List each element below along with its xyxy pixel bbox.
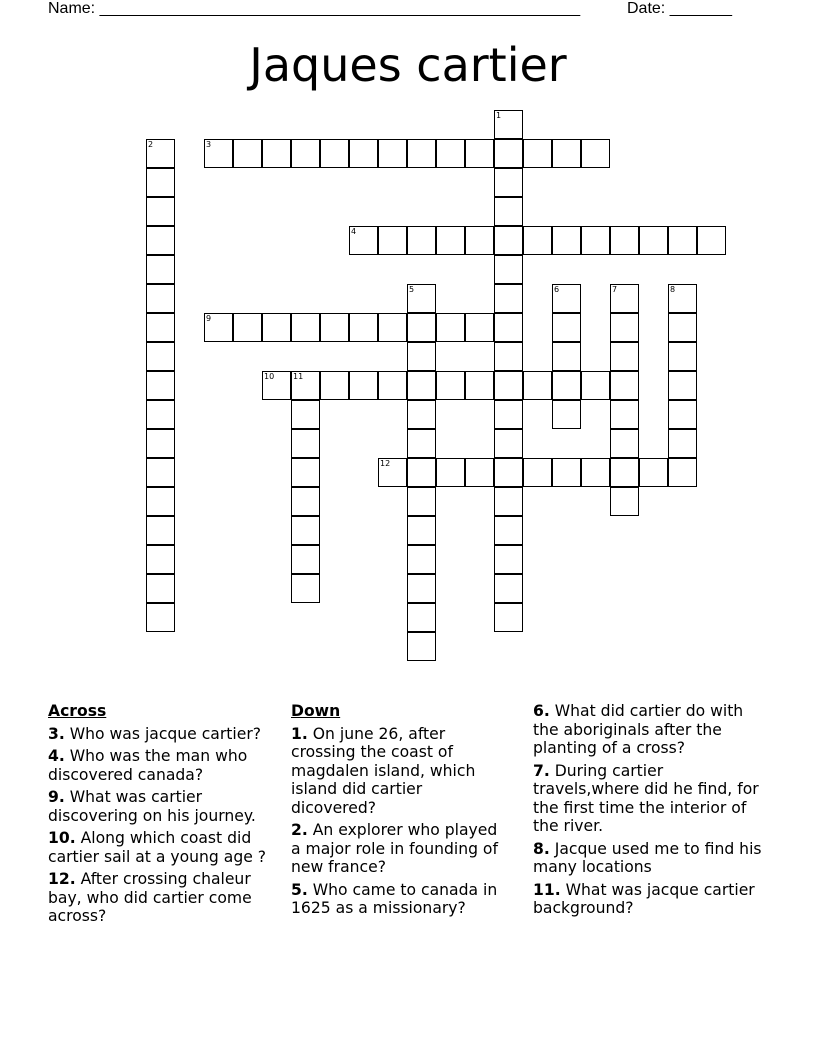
- grid-cell[interactable]: [146, 516, 175, 545]
- clue-number-label: 10: [264, 372, 275, 381]
- clue-text: What was jacque cartier background?: [533, 880, 755, 917]
- grid-cell[interactable]: [407, 487, 436, 516]
- clue-text: On june 26, after crossing the coast of magdalen island, which island did cartier dicovered?: [291, 724, 476, 817]
- clue-number-label: 3: [206, 140, 212, 149]
- date-label: Date: _______: [627, 0, 732, 17]
- grid-cell[interactable]: [349, 313, 378, 342]
- grid-cell[interactable]: [407, 342, 436, 371]
- clue-number-label: 5: [409, 285, 415, 294]
- grid-cell[interactable]: [146, 400, 175, 429]
- grid-cell[interactable]: [668, 400, 697, 429]
- clue-number-label: 2: [148, 140, 154, 149]
- grid-cell[interactable]: [465, 139, 494, 168]
- grid-cell[interactable]: [494, 400, 523, 429]
- grid-cell[interactable]: [465, 458, 494, 487]
- clue-number: 7.: [533, 761, 550, 780]
- grid-cell[interactable]: [291, 429, 320, 458]
- down-clue: [533, 702, 765, 758]
- name-label: Name: ______________________________________________________: [48, 0, 581, 17]
- across-clue: [48, 870, 280, 926]
- grid-cell[interactable]: [291, 458, 320, 487]
- grid-cell[interactable]: [494, 545, 523, 574]
- grid-cell[interactable]: [146, 255, 175, 284]
- grid-cell[interactable]: [494, 516, 523, 545]
- across-clue: [48, 747, 280, 784]
- grid-cell[interactable]: [610, 487, 639, 516]
- clue-number-label: 4: [351, 227, 357, 236]
- clue-text: Who was jacque cartier?: [69, 724, 262, 743]
- grid-cell[interactable]: [494, 313, 523, 342]
- grid-cell[interactable]: [494, 487, 523, 516]
- clue-number-label: 6: [554, 285, 560, 294]
- clue-number: 11.: [533, 880, 561, 899]
- clue-number: 8.: [533, 839, 550, 858]
- grid-cell[interactable]: [465, 226, 494, 255]
- grid-cell[interactable]: [552, 313, 581, 342]
- grid-cell[interactable]: [146, 545, 175, 574]
- grid-cell[interactable]: [146, 197, 175, 226]
- grid-cell[interactable]: [552, 139, 581, 168]
- down-clues-continued: [533, 702, 765, 922]
- grid-cell[interactable]: [291, 139, 320, 168]
- grid-cell[interactable]: [494, 371, 523, 400]
- grid-cell[interactable]: [146, 284, 175, 313]
- grid-cell[interactable]: [378, 139, 407, 168]
- grid-cell[interactable]: [146, 313, 175, 342]
- grid-cell[interactable]: [291, 487, 320, 516]
- grid-cell[interactable]: [146, 603, 175, 632]
- grid-cell[interactable]: [494, 226, 523, 255]
- grid-cell[interactable]: [697, 226, 726, 255]
- clue-number: 10.: [48, 829, 76, 847]
- clue-number-label: 1: [496, 111, 502, 120]
- clue-number-label: 11: [293, 372, 304, 381]
- grid-cell[interactable]: [378, 226, 407, 255]
- grid-cell[interactable]: [552, 400, 581, 429]
- grid-cell[interactable]: [407, 139, 436, 168]
- grid-cell[interactable]: [581, 458, 610, 487]
- grid-cell[interactable]: [552, 458, 581, 487]
- grid-cell[interactable]: [610, 342, 639, 371]
- grid-cell[interactable]: [581, 371, 610, 400]
- grid-cell[interactable]: [494, 429, 523, 458]
- clue-text: What was cartier discovering on his journey.: [48, 788, 256, 825]
- grid-cell[interactable]: [407, 458, 436, 487]
- grid-cell[interactable]: [291, 574, 320, 603]
- clue-text: What did cartier do with the aboriginals after the planting of a cross?: [533, 702, 744, 757]
- down-clue: [291, 881, 506, 918]
- grid-cell[interactable]: [523, 371, 552, 400]
- down-clue: [533, 840, 765, 877]
- grid-cell[interactable]: [407, 313, 436, 342]
- grid-cell[interactable]: [146, 487, 175, 516]
- grid-cell[interactable]: [407, 574, 436, 603]
- grid-cell[interactable]: [581, 226, 610, 255]
- clue-text: An explorer who played a major role in founding of new france?: [291, 821, 498, 876]
- grid-cell[interactable]: [552, 371, 581, 400]
- grid-cell[interactable]: [494, 574, 523, 603]
- across-clue: [48, 829, 280, 866]
- grid-cell[interactable]: [146, 342, 175, 371]
- grid-cell[interactable]: [407, 226, 436, 255]
- across-clues: [48, 702, 280, 930]
- grid-cell[interactable]: [262, 139, 291, 168]
- grid-cell[interactable]: [494, 458, 523, 487]
- down-clue: [291, 725, 506, 818]
- grid-cell[interactable]: [610, 458, 639, 487]
- clue-text: Jacque used me to find his many locations: [533, 839, 762, 876]
- grid-cell[interactable]: [436, 139, 465, 168]
- grid-cell[interactable]: [291, 516, 320, 545]
- clue-number: 6.: [533, 702, 550, 720]
- grid-cell[interactable]: [262, 313, 291, 342]
- page-title: Jaques cartier: [249, 38, 567, 92]
- grid-cell[interactable]: [378, 371, 407, 400]
- grid-cell[interactable]: [146, 168, 175, 197]
- grid-cell[interactable]: [494, 284, 523, 313]
- grid-cell[interactable]: [320, 313, 349, 342]
- grid-cell[interactable]: [610, 371, 639, 400]
- down-heading: Down: [291, 702, 341, 720]
- grid-cell[interactable]: [668, 313, 697, 342]
- grid-cell[interactable]: [523, 139, 552, 168]
- down-clues: [291, 702, 506, 922]
- grid-cell[interactable]: [146, 429, 175, 458]
- grid-cell[interactable]: [291, 400, 320, 429]
- grid-cell[interactable]: [552, 226, 581, 255]
- grid-cell[interactable]: [407, 603, 436, 632]
- clue-number: 12.: [48, 870, 76, 888]
- grid-cell[interactable]: [610, 429, 639, 458]
- grid-cell[interactable]: [146, 458, 175, 487]
- grid-cell[interactable]: [610, 226, 639, 255]
- grid-cell[interactable]: [146, 226, 175, 255]
- clue-text: During cartier travels,where did he find, for the first time the interior of the river.: [533, 761, 759, 835]
- grid-cell[interactable]: [436, 313, 465, 342]
- grid-cell[interactable]: [581, 139, 610, 168]
- clue-number-label: 7: [612, 285, 618, 294]
- clue-number: 3.: [48, 724, 65, 743]
- grid-cell[interactable]: [407, 632, 436, 661]
- grid-cell[interactable]: [668, 458, 697, 487]
- grid-cell[interactable]: [639, 458, 668, 487]
- down-clue: [533, 881, 765, 918]
- clue-number-label: 8: [670, 285, 676, 294]
- grid-cell[interactable]: [552, 342, 581, 371]
- grid-cell[interactable]: [407, 371, 436, 400]
- grid-cell[interactable]: [349, 371, 378, 400]
- grid-cell[interactable]: [436, 371, 465, 400]
- grid-cell[interactable]: [436, 226, 465, 255]
- grid-cell[interactable]: [523, 226, 552, 255]
- grid-cell[interactable]: [146, 371, 175, 400]
- grid-cell[interactable]: [668, 429, 697, 458]
- grid-cell[interactable]: [436, 458, 465, 487]
- grid-cell[interactable]: [407, 516, 436, 545]
- across-heading: Across: [48, 702, 107, 720]
- clue-text: Along which coast did cartier sail at a young age ?: [48, 829, 267, 866]
- grid-cell[interactable]: [494, 342, 523, 371]
- grid-cell[interactable]: [407, 545, 436, 574]
- clue-text: Who came to canada in 1625 as a missionary?: [291, 880, 498, 917]
- grid-cell[interactable]: [610, 400, 639, 429]
- clue-number: 2.: [291, 821, 308, 839]
- grid-cell[interactable]: [320, 371, 349, 400]
- grid-cell[interactable]: [320, 139, 349, 168]
- grid-cell[interactable]: [668, 371, 697, 400]
- grid-cell[interactable]: [378, 313, 407, 342]
- grid-cell[interactable]: [494, 197, 523, 226]
- grid-cell[interactable]: [233, 139, 262, 168]
- clue-number: 5.: [291, 880, 308, 899]
- clue-number: 4.: [48, 747, 65, 765]
- across-clue: [48, 788, 280, 825]
- grid-cell[interactable]: [291, 545, 320, 574]
- grid-cell[interactable]: [494, 168, 523, 197]
- clue-number-label: 9: [206, 314, 212, 323]
- grid-cell[interactable]: [523, 458, 552, 487]
- grid-cell[interactable]: [610, 313, 639, 342]
- grid-cell[interactable]: [233, 313, 262, 342]
- grid-cell[interactable]: [291, 313, 320, 342]
- clue-number: 9.: [48, 788, 65, 806]
- clue-text: After crossing chaleur bay, who did cartier come across?: [48, 870, 252, 925]
- grid-cell[interactable]: [465, 313, 494, 342]
- grid-cell[interactable]: [494, 139, 523, 168]
- grid-cell[interactable]: [465, 371, 494, 400]
- across-clue: [48, 725, 280, 744]
- grid-cell[interactable]: [494, 603, 523, 632]
- clue-number: 1.: [291, 724, 308, 743]
- grid-cell[interactable]: [146, 574, 175, 603]
- grid-cell[interactable]: [407, 400, 436, 429]
- grid-cell[interactable]: [668, 342, 697, 371]
- down-clue: [291, 821, 506, 877]
- grid-cell[interactable]: [494, 255, 523, 284]
- grid-cell[interactable]: [349, 139, 378, 168]
- grid-cell[interactable]: [668, 226, 697, 255]
- clue-number-label: 12: [380, 459, 391, 468]
- clue-text: Who was the man who discovered canada?: [48, 747, 248, 784]
- grid-cell[interactable]: [639, 226, 668, 255]
- grid-cell[interactable]: [407, 429, 436, 458]
- down-clue: [533, 762, 765, 836]
